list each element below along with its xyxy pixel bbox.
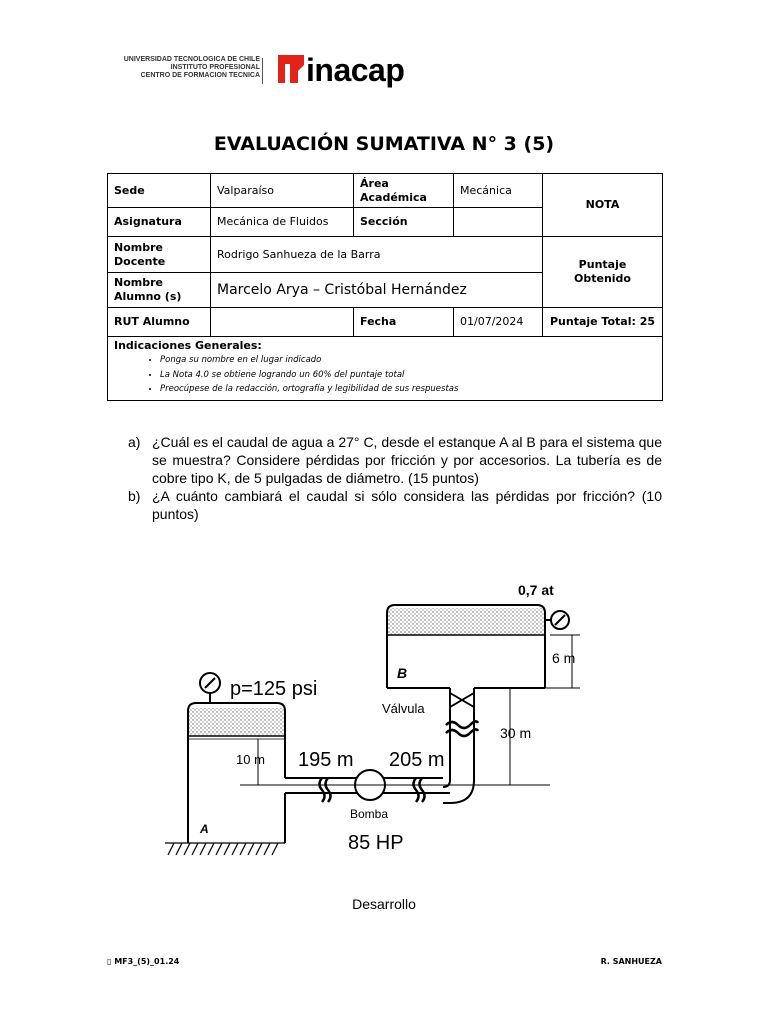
puntaje-obtenido-label: Puntaje Obtenido (574, 258, 631, 285)
institution-line-3: CENTRO DE FORMACION TECNICA (140, 72, 260, 79)
pressure-a-label: p=125 psi (230, 678, 318, 700)
pump-power-label: 85 HP (348, 832, 404, 854)
question-label: b) (128, 488, 141, 504)
puntaje-obtenido-cell[interactable] (543, 237, 663, 308)
indicacion-item: • La Nota 4.0 se obtiene logrando un 60% del puntaje total (160, 368, 656, 383)
brand-wordmark: inacap (306, 52, 405, 88)
tank-b-label: B (397, 665, 408, 681)
pressure-gauge-a-icon (200, 673, 220, 703)
fecha-label: Fecha (354, 308, 454, 337)
tank-b (387, 605, 545, 688)
height-b-label: 6 m (552, 650, 576, 666)
question-b (128, 487, 662, 523)
tank-a-label: A (200, 822, 209, 836)
pipe-system-diagram (160, 575, 580, 865)
seccion-value[interactable] (454, 208, 543, 237)
info-table (107, 173, 663, 401)
valve-label: Válvula (382, 701, 425, 716)
ground (165, 843, 285, 855)
indicacion-item: • Ponga su nombre en el lugar indicado (160, 353, 656, 368)
pressure-gauge-b-icon (545, 611, 569, 629)
questions (128, 433, 662, 523)
docente-label: Nombre Docente (108, 237, 211, 273)
rut-label: RUT Alumno (108, 308, 211, 337)
indicaciones-title: Indicaciones Generales: (114, 339, 262, 352)
sede-label: Sede (108, 174, 211, 208)
height-a-label: 10 m (236, 752, 265, 767)
question-text: ¿Cuál es el caudal de agua a 27° C, desde el estanque A al B para el sistema que se muestra? Considere pérdidas por fricción y por accesorios. La tubería es de cobre tipo K, de 5 pulgadas de diámetro. (15 puntos) (152, 434, 662, 486)
length-2-label: 205 m (389, 749, 445, 771)
asignatura-value: Mecánica de Fluidos (211, 208, 354, 237)
footer-code: ▯ MF3_(5)_01.24 (107, 957, 180, 966)
docente-value: Rodrigo Sanhueza de la Barra (211, 237, 543, 273)
question-a (128, 433, 662, 487)
nota-label: NOTA (585, 198, 620, 211)
logo-divider (262, 58, 263, 84)
fecha-value: 01/07/2024 (454, 308, 543, 337)
alumno-value: Marcelo Arya – Cristóbal Hernández (211, 273, 543, 308)
page-title: EVALUACIÓN SUMATIVA N° 3 (5) (213, 133, 555, 155)
desarrollo-heading: Desarrollo (352, 896, 416, 912)
footer-author: R. SANHUEZA (600, 957, 662, 966)
rut-value[interactable] (211, 308, 354, 337)
area-value: Mecánica (454, 174, 543, 208)
area-label: Área Académica (354, 174, 454, 208)
institution-line-1: UNIVERSIDAD TECNOLOGICA DE CHILE (123, 56, 260, 63)
question-label: a) (128, 434, 141, 450)
height-pipe-label: 30 m (500, 725, 532, 741)
valve-icon (450, 693, 474, 707)
seccion-label: Sección (354, 208, 454, 237)
institution-text (100, 56, 260, 80)
indicaciones-list (114, 353, 656, 397)
sede-value: Valparaíso (211, 174, 354, 208)
asignatura-label: Asignatura (108, 208, 211, 237)
indicacion-item: • Preocúpese de la redacción, ortografía y legibilidad de sus respuestas (160, 382, 656, 397)
pressure-b-label: 0,7 at (518, 582, 554, 598)
pump-label: Bomba (350, 807, 389, 821)
puntaje-total: Puntaje Total: 25 (543, 308, 663, 337)
length-1-label: 195 m (298, 749, 354, 771)
alumno-label: Nombre Alumno (s) (108, 273, 211, 308)
nota-cell[interactable] (543, 174, 663, 237)
question-text: ¿A cuánto cambiará el caudal si sólo considera las pérdidas por fricción? (10 puntos) (152, 488, 662, 522)
inacap-logo-icon (278, 55, 304, 83)
institution-line-2: INSTITUTO PROFESIONAL (170, 64, 260, 71)
indicaciones-cell (108, 337, 663, 401)
